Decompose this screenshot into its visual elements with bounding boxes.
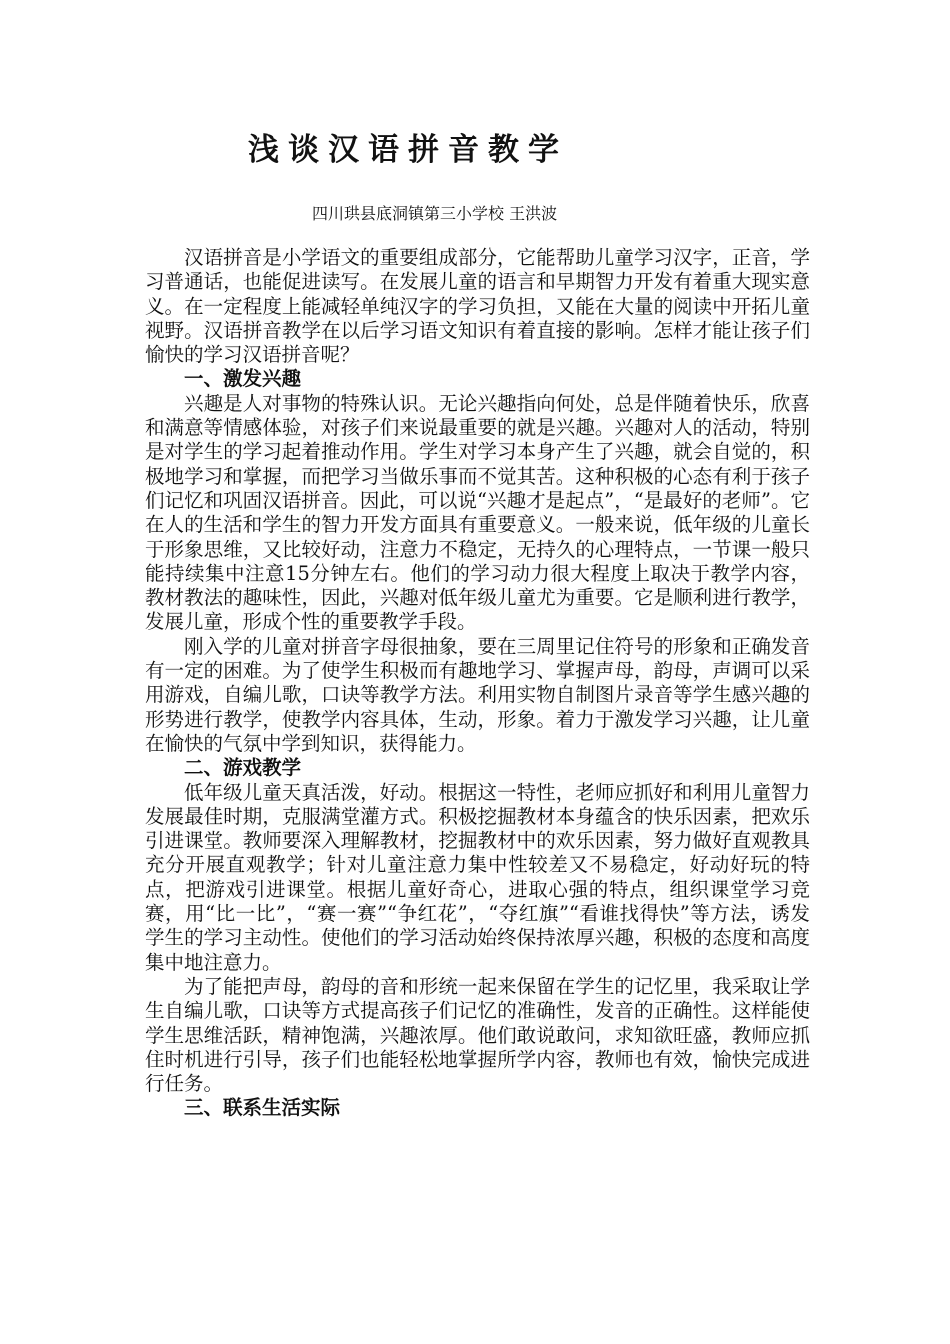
paragraph-interest-1: 兴趣是人对事物的特殊认识。无论兴趣指向何处，总是伴随着快乐，欣喜和满意等情感体验，对孩子们来说最重要的就是兴趣。兴趣对人的活动，特别是对学生的学习起着推动作用。学生对学习本身产生了兴趣，就会自觉的，积极地学习和掌握，而把学习当做乐事而不觉其苦。这种积极的心态有利于孩子们记忆和巩固汉语拼音。因此，可以说“兴趣才是起点”，“是最好的老师”。它在人的生活和学生的智力开发方面具有重要意义。一般来说，低年级的儿童长于形象思维，又比较好动，注意力不稳定，无持久的心理特点，一节课一般只能持续集中注意15分钟左右。他们的学习动力很大程度上取决于教学内容，教材教法的趣味性，因此，兴趣对低年级儿童尤为重要。它是顺利进行教学，发展儿童，形成个性的重要教学手段。	[145, 391, 810, 634]
document-title: 浅谈汉语拼音教学	[248, 132, 568, 168]
paragraph-interest-2: 刚入学的儿童对拼音字母很抽象，要在三周里记住符号的形象和正确发音有一定的困难。为了使学生积极而有趣地学习、掌握声母，韵母，声调可以采用游戏，自编儿歌，口诀等教学方法。利用实物自制图片录音等学生感兴趣的形势进行教学，使教学内容具体，生动，形象。着力于激发学习兴趣，让儿童在愉快的气氛中学到知识，获得能力。	[145, 634, 810, 755]
paragraph-intro: 汉语拼音是小学语文的重要组成部分，它能帮助儿童学习汉字，正音，学习普通话，也能促进读写。在发展儿童的语言和早期智力开发有着重大现实意义。在一定程度上能减轻单纯汉字的学习负担，又能在大量的阅读中开拓儿童视野。汉语拼音教学在以后学习语文知识有着直接的影响。怎样才能让孩子们愉快的学习汉语拼音呢？	[145, 246, 810, 367]
section-heading-1: 一、激发兴趣	[184, 367, 302, 391]
section-heading-3: 三、联系生活实际	[184, 1096, 341, 1120]
document-body	[145, 246, 810, 1121]
paragraph-game-1: 低年级儿童天真活泼，好动。根据这一特性，老师应抓好和利用儿童智力发展最佳时期，克服满堂灌方式。积极挖掘教材本身蕴含的快乐因素，把欢乐引进课堂。教师要深入理解教材，挖掘教材中的欢乐因素，努力做好直观教具充分开展直观教学；针对儿童注意力集中性较差又不易稳定，好动好玩的特点，把游戏引进课堂。根据儿童好奇心，进取心强的特点，组织课堂学习竞赛，用“比一比”，“赛一赛”“争红花”，“夺红旗”“看谁找得快”等方法，诱发学生的学习主动性。使他们的学习活动始终保持浓厚兴趣，积极的态度和高度集中地注意力。	[145, 780, 810, 974]
paragraph-game-2: 为了能把声母，韵母的音和形统一起来保留在学生的记忆里，我采取让学生自编儿歌，口诀等方式提高孩子们记忆的准确性，发音的正确性。这样能使学生思维活跃，精神饱满，兴趣浓厚。他们敢说敢问，求知欲旺盛，教师应抓住时机进行引导，孩子们也能轻松地掌握所学内容，教师也有效，愉快完成进行任务。	[145, 974, 810, 1096]
section-heading-2: 二、游戏教学	[184, 756, 302, 780]
author-line: 四川珙县底洞镇第三小学校 王洪波	[312, 204, 558, 223]
